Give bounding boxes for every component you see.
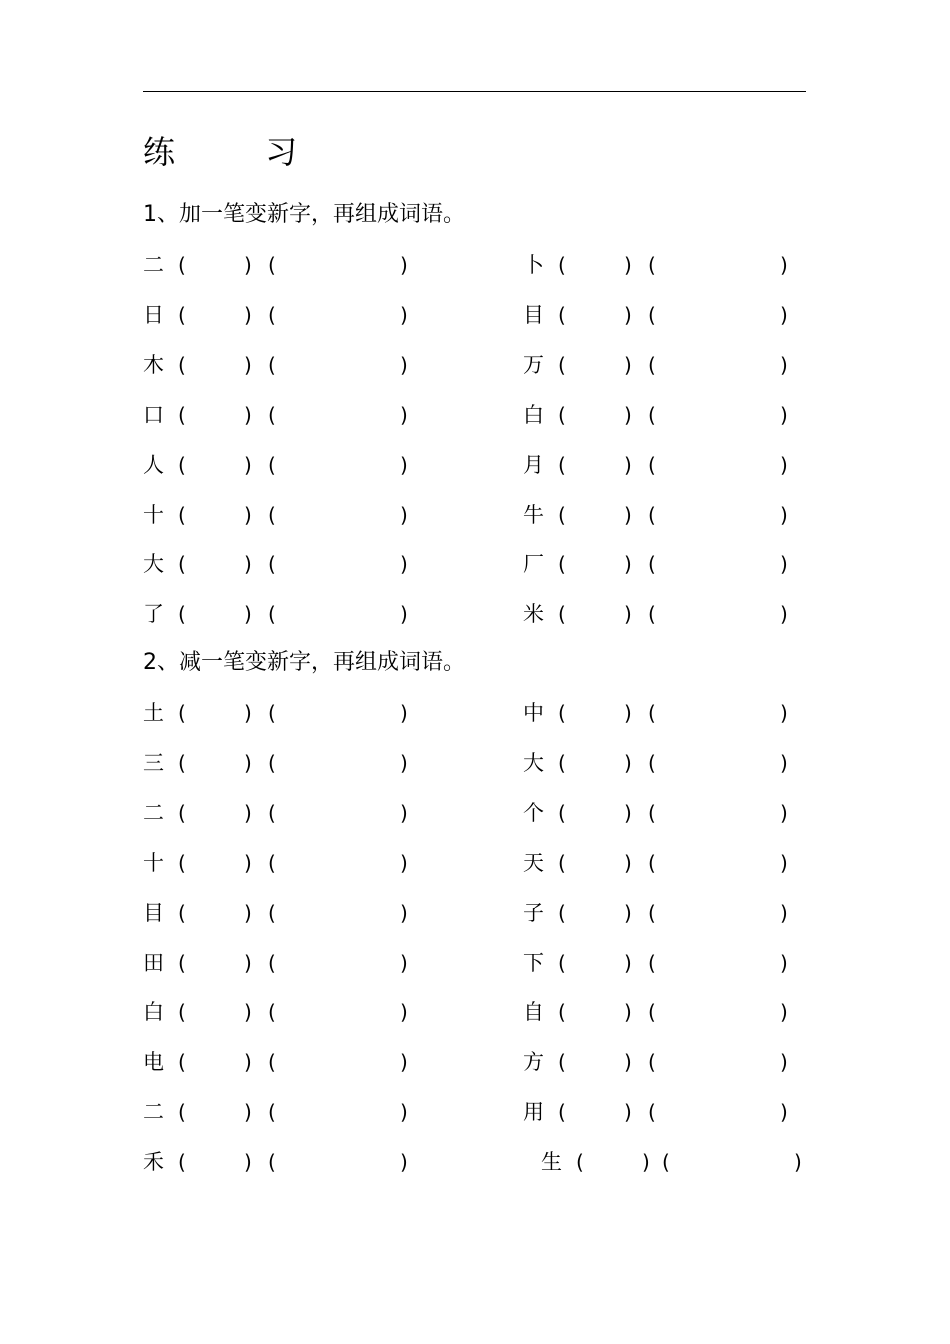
word-blank-close: ) bbox=[400, 751, 408, 775]
new-char-blank-open[interactable]: ( bbox=[558, 253, 566, 277]
new-char-blank-open[interactable]: ( bbox=[178, 552, 186, 576]
base-character: 三 bbox=[143, 751, 164, 775]
new-char-blank-open[interactable]: ( bbox=[178, 1150, 186, 1174]
exercise-row bbox=[0, 500, 950, 530]
word-blank-close: ) bbox=[780, 701, 788, 725]
word-blank-open[interactable]: ( bbox=[648, 503, 656, 527]
word-blank-open[interactable]: ( bbox=[268, 1000, 276, 1024]
word-blank-open[interactable]: ( bbox=[648, 602, 656, 626]
new-char-blank-close: ) bbox=[244, 1150, 252, 1174]
base-character: 万 bbox=[523, 353, 544, 377]
word-blank-open[interactable]: ( bbox=[268, 303, 276, 327]
word-blank-close: ) bbox=[780, 951, 788, 975]
exercise-row bbox=[0, 898, 950, 928]
word-blank-close: ) bbox=[400, 253, 408, 277]
new-char-blank-open[interactable]: ( bbox=[558, 403, 566, 427]
new-char-blank-close: ) bbox=[624, 901, 632, 925]
word-blank-open[interactable]: ( bbox=[648, 552, 656, 576]
word-blank-open[interactable]: ( bbox=[268, 253, 276, 277]
exercise-row bbox=[0, 798, 950, 828]
base-character: 日 bbox=[143, 303, 164, 327]
new-char-blank-close: ) bbox=[244, 901, 252, 925]
new-char-blank-close: ) bbox=[244, 801, 252, 825]
word-blank-close: ) bbox=[400, 701, 408, 725]
word-blank-close: ) bbox=[780, 801, 788, 825]
exercise-row bbox=[0, 549, 950, 579]
word-blank-close: ) bbox=[400, 1150, 408, 1174]
base-character: 个 bbox=[523, 801, 544, 825]
new-char-blank-open[interactable]: ( bbox=[558, 951, 566, 975]
word-blank-open[interactable]: ( bbox=[648, 751, 656, 775]
new-char-blank-open[interactable]: ( bbox=[178, 453, 186, 477]
word-blank-open[interactable]: ( bbox=[648, 353, 656, 377]
new-char-blank-open[interactable]: ( bbox=[178, 602, 186, 626]
base-character: 卜 bbox=[523, 253, 544, 277]
exercise-row bbox=[0, 848, 950, 878]
top-rule bbox=[143, 91, 806, 92]
base-character: 自 bbox=[523, 1000, 544, 1024]
word-blank-close: ) bbox=[780, 1000, 788, 1024]
new-char-blank-close: ) bbox=[244, 353, 252, 377]
new-char-blank-open[interactable]: ( bbox=[178, 1000, 186, 1024]
word-blank-open[interactable]: ( bbox=[268, 1050, 276, 1074]
base-character: 目 bbox=[523, 303, 544, 327]
word-blank-open[interactable]: ( bbox=[648, 403, 656, 427]
new-char-blank-close: ) bbox=[244, 552, 252, 576]
word-blank-open[interactable]: ( bbox=[648, 303, 656, 327]
word-blank-open[interactable]: ( bbox=[648, 901, 656, 925]
new-char-blank-close: ) bbox=[624, 851, 632, 875]
base-character: 禾 bbox=[143, 1150, 164, 1174]
word-blank-open[interactable]: ( bbox=[648, 701, 656, 725]
new-char-blank-open[interactable]: ( bbox=[558, 1050, 566, 1074]
new-char-blank-close: ) bbox=[624, 1050, 632, 1074]
new-char-blank-open[interactable]: ( bbox=[178, 253, 186, 277]
new-char-blank-open[interactable]: ( bbox=[558, 751, 566, 775]
word-blank-open[interactable]: ( bbox=[268, 503, 276, 527]
new-char-blank-open[interactable]: ( bbox=[558, 552, 566, 576]
word-blank-close: ) bbox=[400, 851, 408, 875]
base-character: 牛 bbox=[523, 503, 544, 527]
new-char-blank-close: ) bbox=[244, 751, 252, 775]
base-character: 电 bbox=[143, 1050, 164, 1074]
word-blank-close: ) bbox=[400, 453, 408, 477]
word-blank-close: ) bbox=[780, 602, 788, 626]
word-blank-close: ) bbox=[400, 951, 408, 975]
word-blank-close: ) bbox=[780, 303, 788, 327]
new-char-blank-close: ) bbox=[624, 801, 632, 825]
new-char-blank-close: ) bbox=[244, 602, 252, 626]
exercise-row bbox=[0, 997, 950, 1027]
base-character: 人 bbox=[143, 453, 164, 477]
base-character: 白 bbox=[523, 403, 544, 427]
new-char-blank-close: ) bbox=[624, 253, 632, 277]
new-char-blank-close: ) bbox=[624, 552, 632, 576]
word-blank-open[interactable]: ( bbox=[648, 1100, 656, 1124]
word-blank-open[interactable]: ( bbox=[268, 552, 276, 576]
new-char-blank-open[interactable]: ( bbox=[178, 303, 186, 327]
section-heading: 2、减一笔变新字，再组成词语。 bbox=[143, 650, 465, 675]
new-char-blank-open[interactable]: ( bbox=[558, 503, 566, 527]
base-character: 用 bbox=[523, 1100, 544, 1124]
base-character: 大 bbox=[143, 552, 164, 576]
word-blank-close: ) bbox=[780, 503, 788, 527]
exercise-row bbox=[0, 599, 950, 629]
new-char-blank-close: ) bbox=[624, 403, 632, 427]
base-character: 木 bbox=[143, 353, 164, 377]
base-character: 厂 bbox=[523, 552, 544, 576]
word-blank-open[interactable]: ( bbox=[268, 801, 276, 825]
new-char-blank-close: ) bbox=[244, 851, 252, 875]
new-char-blank-close: ) bbox=[624, 701, 632, 725]
base-character: 田 bbox=[143, 951, 164, 975]
word-blank-close: ) bbox=[400, 303, 408, 327]
word-blank-close: ) bbox=[780, 453, 788, 477]
new-char-blank-close: ) bbox=[244, 1100, 252, 1124]
new-char-blank-open[interactable]: ( bbox=[178, 503, 186, 527]
base-character: 大 bbox=[523, 751, 544, 775]
base-character: 中 bbox=[523, 701, 544, 725]
base-character: 十 bbox=[143, 503, 164, 527]
word-blank-open[interactable]: ( bbox=[268, 1150, 276, 1174]
new-char-blank-open[interactable]: ( bbox=[558, 1000, 566, 1024]
base-character: 土 bbox=[143, 701, 164, 725]
word-blank-open[interactable]: ( bbox=[268, 602, 276, 626]
new-char-blank-close: ) bbox=[624, 503, 632, 527]
base-character: 十 bbox=[143, 851, 164, 875]
new-char-blank-open[interactable]: ( bbox=[178, 951, 186, 975]
new-char-blank-close: ) bbox=[244, 403, 252, 427]
new-char-blank-open[interactable]: ( bbox=[558, 453, 566, 477]
exercise-row bbox=[0, 350, 950, 380]
word-blank-close: ) bbox=[400, 901, 408, 925]
new-char-blank-open[interactable]: ( bbox=[558, 851, 566, 875]
exercise-row bbox=[0, 948, 950, 978]
base-character: 天 bbox=[523, 851, 544, 875]
base-character: 白 bbox=[143, 1000, 164, 1024]
new-char-blank-open[interactable]: ( bbox=[178, 901, 186, 925]
word-blank-close: ) bbox=[400, 801, 408, 825]
new-char-blank-close: ) bbox=[624, 353, 632, 377]
new-char-blank-close: ) bbox=[624, 602, 632, 626]
word-blank-close: ) bbox=[794, 1150, 802, 1174]
new-char-blank-open[interactable]: ( bbox=[178, 851, 186, 875]
word-blank-open[interactable]: ( bbox=[648, 951, 656, 975]
word-blank-open[interactable]: ( bbox=[648, 1000, 656, 1024]
base-character: 了 bbox=[143, 602, 164, 626]
new-char-blank-close: ) bbox=[244, 453, 252, 477]
word-blank-open[interactable]: ( bbox=[268, 851, 276, 875]
exercise-row bbox=[0, 748, 950, 778]
word-blank-open[interactable]: ( bbox=[648, 453, 656, 477]
new-char-blank-close: ) bbox=[624, 453, 632, 477]
base-character: 月 bbox=[523, 453, 544, 477]
new-char-blank-close: ) bbox=[624, 1000, 632, 1024]
base-character: 目 bbox=[143, 901, 164, 925]
new-char-blank-close: ) bbox=[642, 1150, 650, 1174]
new-char-blank-close: ) bbox=[244, 1000, 252, 1024]
exercise-row bbox=[0, 1147, 950, 1177]
new-char-blank-open[interactable]: ( bbox=[178, 701, 186, 725]
exercise-row bbox=[0, 400, 950, 430]
page-title: 练 习 bbox=[143, 133, 338, 171]
word-blank-close: ) bbox=[780, 901, 788, 925]
new-char-blank-open[interactable]: ( bbox=[558, 602, 566, 626]
new-char-blank-open[interactable]: ( bbox=[558, 901, 566, 925]
word-blank-open[interactable]: ( bbox=[268, 901, 276, 925]
word-blank-close: ) bbox=[400, 552, 408, 576]
new-char-blank-open[interactable]: ( bbox=[558, 701, 566, 725]
exercise-row bbox=[0, 698, 950, 728]
new-char-blank-open[interactable]: ( bbox=[178, 1050, 186, 1074]
new-char-blank-open[interactable]: ( bbox=[576, 1150, 584, 1174]
word-blank-open[interactable]: ( bbox=[268, 453, 276, 477]
new-char-blank-open[interactable]: ( bbox=[178, 403, 186, 427]
word-blank-close: ) bbox=[400, 353, 408, 377]
base-character: 二 bbox=[143, 1100, 164, 1124]
base-character: 下 bbox=[523, 951, 544, 975]
new-char-blank-open[interactable]: ( bbox=[178, 1100, 186, 1124]
new-char-blank-open[interactable]: ( bbox=[558, 303, 566, 327]
new-char-blank-close: ) bbox=[624, 1100, 632, 1124]
word-blank-open[interactable]: ( bbox=[268, 951, 276, 975]
new-char-blank-open[interactable]: ( bbox=[558, 353, 566, 377]
word-blank-open[interactable]: ( bbox=[268, 751, 276, 775]
new-char-blank-close: ) bbox=[244, 951, 252, 975]
word-blank-close: ) bbox=[400, 1000, 408, 1024]
exercise-row bbox=[0, 250, 950, 280]
word-blank-close: ) bbox=[400, 602, 408, 626]
word-blank-open[interactable]: ( bbox=[648, 801, 656, 825]
word-blank-open[interactable]: ( bbox=[268, 701, 276, 725]
base-character: 子 bbox=[523, 901, 544, 925]
word-blank-close: ) bbox=[400, 503, 408, 527]
section-heading: 1、加一笔变新字，再组成词语。 bbox=[143, 202, 465, 227]
new-char-blank-open[interactable]: ( bbox=[178, 751, 186, 775]
base-character: 二 bbox=[143, 253, 164, 277]
word-blank-open[interactable]: ( bbox=[268, 403, 276, 427]
new-char-blank-open[interactable]: ( bbox=[178, 801, 186, 825]
new-char-blank-open[interactable]: ( bbox=[558, 801, 566, 825]
base-character: 米 bbox=[523, 602, 544, 626]
word-blank-open[interactable]: ( bbox=[648, 253, 656, 277]
word-blank-close: ) bbox=[780, 552, 788, 576]
new-char-blank-close: ) bbox=[244, 503, 252, 527]
new-char-blank-close: ) bbox=[624, 751, 632, 775]
word-blank-close: ) bbox=[780, 851, 788, 875]
new-char-blank-close: ) bbox=[244, 701, 252, 725]
exercise-row bbox=[0, 1097, 950, 1127]
word-blank-open[interactable]: ( bbox=[648, 1050, 656, 1074]
new-char-blank-close: ) bbox=[244, 253, 252, 277]
base-character: 口 bbox=[143, 403, 164, 427]
word-blank-close: ) bbox=[780, 1100, 788, 1124]
word-blank-close: ) bbox=[400, 1100, 408, 1124]
base-character: 生 bbox=[541, 1150, 562, 1174]
base-character: 二 bbox=[143, 801, 164, 825]
word-blank-close: ) bbox=[780, 353, 788, 377]
word-blank-open[interactable]: ( bbox=[268, 353, 276, 377]
word-blank-close: ) bbox=[400, 1050, 408, 1074]
word-blank-close: ) bbox=[780, 253, 788, 277]
base-character: 方 bbox=[523, 1050, 544, 1074]
word-blank-close: ) bbox=[780, 751, 788, 775]
new-char-blank-open[interactable]: ( bbox=[178, 353, 186, 377]
new-char-blank-close: ) bbox=[244, 303, 252, 327]
exercise-row bbox=[0, 300, 950, 330]
word-blank-close: ) bbox=[780, 403, 788, 427]
new-char-blank-close: ) bbox=[624, 951, 632, 975]
new-char-blank-close: ) bbox=[244, 1050, 252, 1074]
exercise-row bbox=[0, 450, 950, 480]
new-char-blank-close: ) bbox=[624, 303, 632, 327]
new-char-blank-open[interactable]: ( bbox=[558, 1100, 566, 1124]
word-blank-open[interactable]: ( bbox=[662, 1150, 670, 1174]
word-blank-close: ) bbox=[400, 403, 408, 427]
word-blank-open[interactable]: ( bbox=[648, 851, 656, 875]
exercise-row bbox=[0, 1047, 950, 1077]
word-blank-close: ) bbox=[780, 1050, 788, 1074]
word-blank-open[interactable]: ( bbox=[268, 1100, 276, 1124]
